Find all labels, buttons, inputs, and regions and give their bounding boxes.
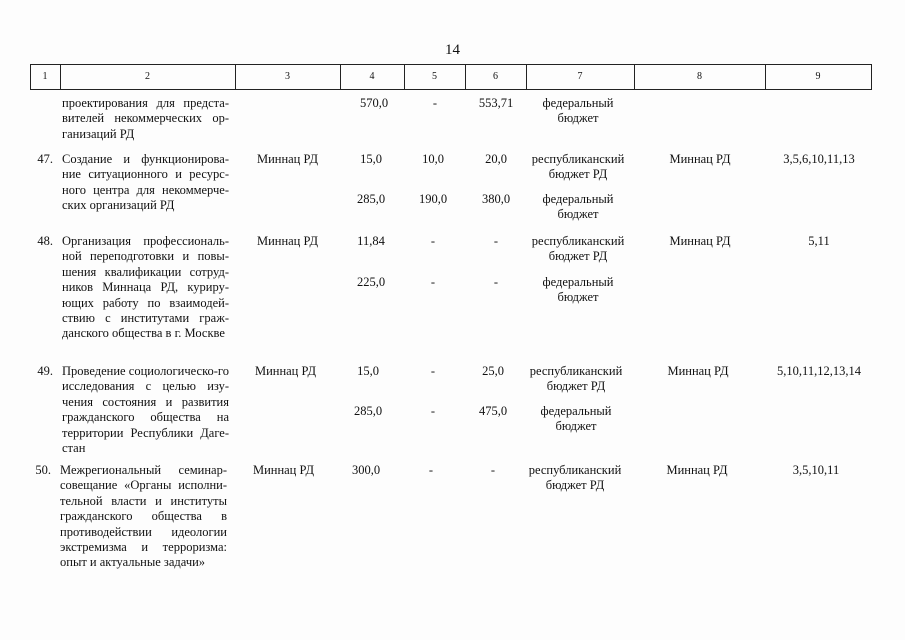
row-name: Межрегиональный семинар-совещание «Органы исполни-тельной власти и институты гражданского общества в противодействии идеологии экстремизма и терроризма: опыт и актуальные задачи» [60,463,227,570]
page-number: 14 [445,42,460,58]
row-amount-col5: 190,0 [418,192,448,206]
row-funding-source: республиканский бюджет РД [531,152,625,182]
row-executor: Миннац РД [256,152,319,166]
row-col9: 3,5,10,11 [792,463,840,477]
row-amount-col6: - [490,463,496,477]
row-amount-col6: 380,0 [481,192,511,206]
row-amount-col4: 285,0 [356,192,386,206]
header-cell: 9 [815,71,821,82]
row-amount-col4: 570,0 [359,96,389,110]
row-amount-col4: 225,0 [356,275,386,289]
row-amount-col6: - [493,275,499,289]
row-name: Организация профессиональ-ной переподготовки и повы-шения квалификации сотруд-ников Миннаца РД, куриру-ющих работу по взаимодей-ствию с институтами граж-данского общества в г. Москве [62,234,229,341]
header-bottom-border [30,89,871,90]
row-funding-source: республиканский бюджет РД [528,463,622,493]
row-funding-source: федеральный бюджет [540,404,612,434]
row-amount-col4: 15,0 [357,364,379,378]
row-amount-col5: - [430,364,436,378]
row-number: 50. [35,463,51,477]
row-amount-col5: - [432,96,438,110]
row-funding-source: республиканский бюджет РД [529,364,623,394]
row-col8: Миннац РД [667,364,729,378]
row-amount-col6: 25,0 [482,364,504,378]
header-cell: 4 [369,71,375,82]
row-col8: Миннац РД [666,463,728,477]
row-amount-col5: - [430,234,436,248]
row-amount-col4: 15,0 [360,152,382,166]
row-number: 48. [37,234,53,248]
row-executor: Миннац РД [256,234,319,248]
row-col9: 5,10,11,12,13,14 [777,364,861,378]
header-cell: 7 [577,71,583,82]
row-col9: 5,11 [808,234,830,248]
header-top-border [30,64,871,65]
row-executor: Миннац РД [254,364,317,378]
row-executor: Миннац РД [252,463,315,477]
row-number: 49. [37,364,53,378]
header-cell: 6 [493,71,498,82]
row-funding-source: федеральный бюджет [542,192,614,222]
header-cell: 2 [145,71,150,82]
header-cell: 8 [697,71,702,82]
row-amount-col6: 475,0 [478,404,508,418]
row-funding-source: федеральный бюджет [542,96,614,126]
row-col8: Миннац РД [669,152,731,166]
header-cell: 5 [432,71,437,82]
header-cell: 1 [42,71,48,82]
row-amount-col5: - [430,275,436,289]
row-amount-col4: 300,0 [351,463,381,477]
header-cell: 3 [285,71,290,82]
row-amount-col4: 285,0 [353,404,383,418]
row-col8: Миннац РД [669,234,731,248]
row-amount-col6: 20,0 [485,152,507,166]
row-amount-col5: - [428,463,434,477]
row-number: 47. [37,152,53,166]
row-amount-col4: 11,84 [357,234,385,248]
row-amount-col6: 553,71 [478,96,514,110]
row-name: Проведение социологическо-го исследования с целью изу-чения состояния и развития гражданского общества на территории Республики Даге-стан [62,364,229,456]
row-col9: 3,5,6,10,11,13 [783,152,855,166]
row-amount-col6: - [493,234,499,248]
row-amount-col5: 10,0 [422,152,444,166]
row-name: проектирования для предста-вителей некоммерческих ор-ганизаций РД [62,96,229,141]
row-funding-source: республиканский бюджет РД [531,234,625,264]
row-name: Создание и функционирова-ние ситуационного и ресурс-ного центра для некоммерче-ских организаций РД [62,152,229,213]
row-amount-col5: - [430,404,436,418]
header-divider [871,64,872,90]
row-funding-source: федеральный бюджет [542,275,614,305]
